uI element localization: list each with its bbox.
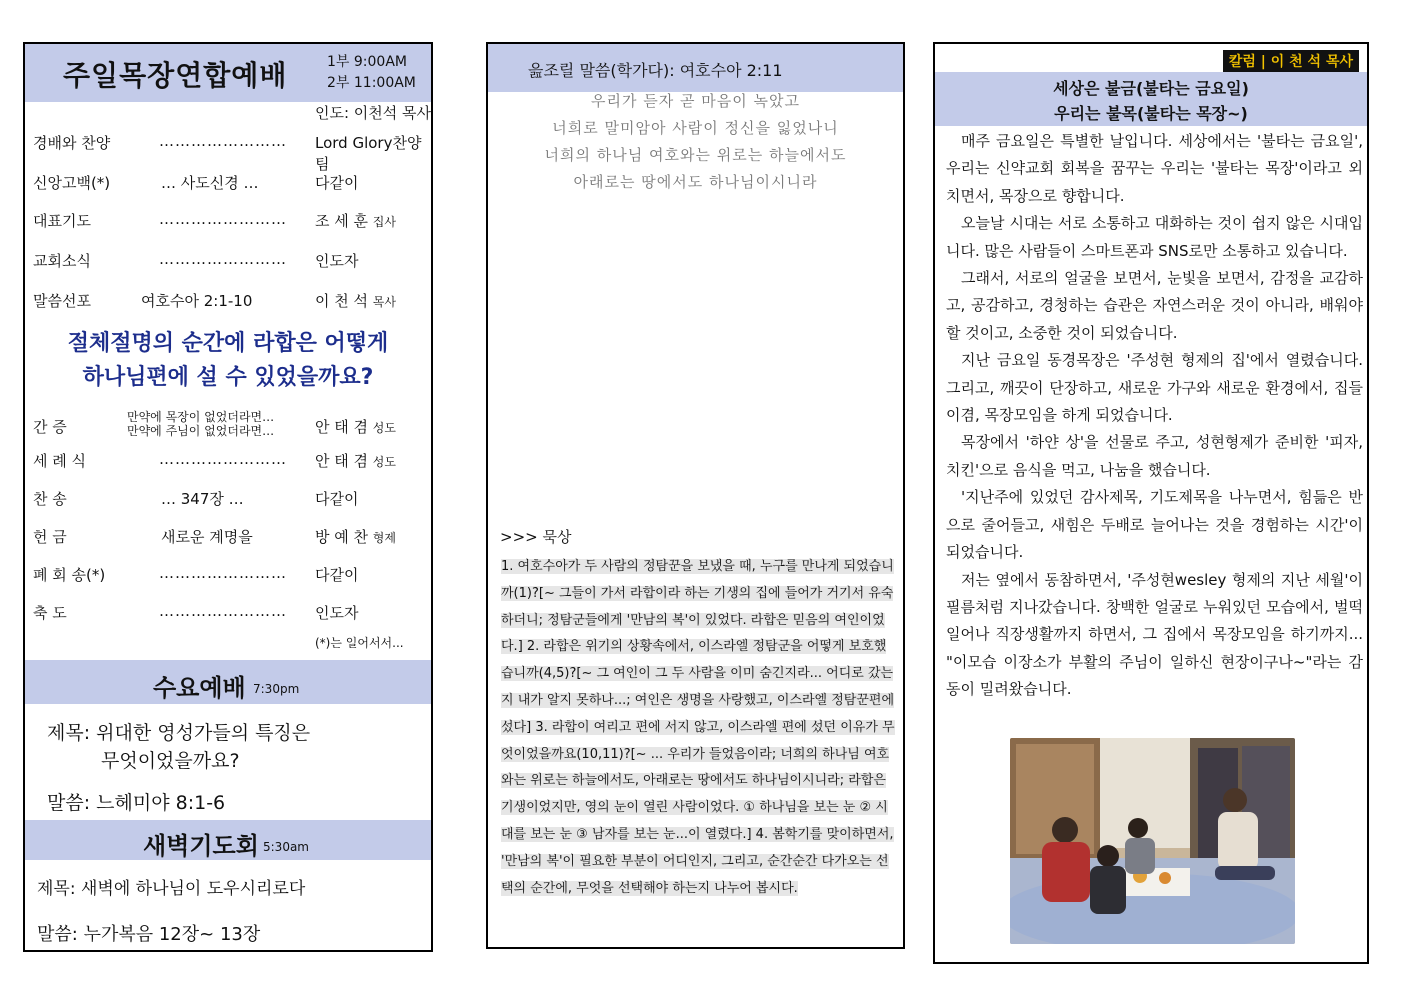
meditation-label: >>> 묵상: [500, 528, 572, 546]
wednesday-time: 7:30pm: [253, 682, 300, 696]
subject-text: 새벽에 하나님이 도우시리로다: [80, 879, 306, 899]
service-times: [327, 52, 416, 94]
order-mid: ……………………: [159, 132, 287, 150]
order-row: [33, 450, 431, 476]
subject-line1: 위대한 영성가들의 특징은: [96, 722, 311, 744]
dawn-time: 5:30am: [263, 840, 309, 854]
dawn-subject: [37, 874, 305, 899]
column-paragraph: 매주 금요일은 특별한 날입니다. 세상에서는 '불타는 금요일', 우리는 신약교회 회복을 꿈꾸는 우리는 '불타는 목장'이라고 외치면서, 목장으로 향합니다.: [946, 132, 1363, 205]
dawn-title: 새벽기도회: [143, 832, 259, 860]
order-mid: ……………………: [159, 210, 287, 228]
column-body: [946, 128, 1363, 704]
word-label: 말씀:: [37, 924, 78, 945]
order-row: [33, 488, 431, 514]
time-first: 1부 9:00AM: [327, 54, 407, 70]
order-who: 안 태 겸: [315, 418, 369, 436]
order-mid: ……………………: [159, 602, 287, 620]
order-item: 간 증: [33, 418, 67, 436]
order-who: 방 예 찬: [315, 528, 369, 546]
order-role: 성도: [372, 455, 396, 469]
sunday-title-band: [25, 44, 431, 102]
order-row: [33, 172, 431, 198]
recite-heading: 읊조릴 말씀(학가다): 여호수아 2:11: [528, 61, 783, 80]
sunday-title: 주일목장연합예배: [63, 59, 288, 92]
order-who: 인도자: [315, 604, 359, 622]
order-row: [33, 210, 431, 236]
order-role: 성도: [372, 421, 396, 435]
gathering-photo: [1010, 738, 1295, 944]
order-item: 말씀선포: [33, 292, 91, 310]
order-row: [33, 564, 431, 590]
meditation-text: [501, 554, 897, 902]
recite-heading-band: [488, 44, 903, 92]
column-title-band: [935, 72, 1367, 126]
verse-line: 우리가 듣자 곧 마음이 녹았고: [591, 92, 800, 110]
testimony-line2: 만약에 주님이 없었더라면…: [127, 424, 275, 438]
order-mid: ……………………: [159, 564, 287, 582]
word-text: 느헤미야 8:1-6: [96, 792, 226, 814]
standing-note: (*)는 일어서서...: [315, 636, 404, 650]
verse-line: 아래로는 땅에서도 하나님이시니라: [573, 173, 818, 191]
time-second: 2부 11:00AM: [327, 75, 416, 91]
order-item: 찬 송: [33, 490, 67, 508]
sermon-title-line2: 하나님편에 설 수 있었을까요?: [82, 365, 374, 390]
column-paragraph: 목장에서 '하얀 상'을 선물로 주고, 성현형제가 준비한 '피자, 치킨'으로 음식을 먹고, 나눔을 했습니다.: [946, 433, 1363, 479]
order-row: [33, 602, 431, 628]
order-row: [33, 132, 431, 173]
verse-line: 너희로 말미암아 사람이 정신을 잃었나니: [552, 119, 839, 137]
order-item: 세 례 식: [33, 452, 87, 470]
room-scene-image: [1010, 738, 1295, 944]
column-paragraph: 오늘날 시대는 서로 소통하고 대화하는 것이 쉽지 않은 시대입니다. 많은 사람들이 스마트폰과 SNS로만 소통하고 있습니다.: [946, 214, 1363, 260]
order-item: 경배와 찬양: [33, 134, 111, 152]
wednesday-subject-line2: 무엇이었을까요?: [101, 750, 240, 772]
sermon-title: [25, 327, 431, 395]
column-paragraph: 저는 옆에서 동참하면서, '주성현wesley 형제의 지난 세월'이 필름처럼 지나갔습니다. 창백한 얼굴로 누워있던 모습에서, 벌떡 일어나 직장생활까지 하면서, 그 집에서 목장모임을 하기까지... "이모습 이장소가 부활의 주님이 일하신 현장이구나~"라는 감동이 밀려왔습니다.: [946, 570, 1363, 699]
meditation-body: 1. 여호수아가 두 사람의 정탐꾼을 보냈을 때, 누구를 만나게 되었습니까(1)?[~ 그들이 가서 라합이라 하는 기생의 집에 들어가 거기서 유숙하더니; 정탐군들에게 '만남의 복'이 있었다. 라합은 믿음의 여인이었다.] 2. 라합은 위기의 상황속에서, 이스라엘 정탐군을 어떻게 보호했습니까(4,5)?[~ 그 여인이 그 두 사람을 이미 숨긴지라... 어디로 갔는지 내가 알지 못하나...; 여인은 생명을 사랑했고, 이스라엘 정탐꾼편에 섰다] 3. 라합이 여리고 편에 서지 않고, 이스라엘 편에 섰던 이유가 무엇이었을까요(10,11)?[~ ... 우리가 들었음이라; 너희의 하나님 여호와는 위로는 하늘에서도, 아래로는 땅에서도 하나님이시니라; 라합은 기생이었지만, 영의 눈이 열린 사람이었다. ① 하나님을 보는 눈 ② 시대를 보는 눈 ③ 남자를 보는 눈...이 열렸다.] 4. 봄학기를 맞이하면서, '만남의 복'이 필요한 부분이 어디인지, 그리고, 순간순간 다가오는 선택의 순간에, 무엇을 선택해야 하는지 나누어 봅시다.: [501, 559, 895, 896]
order-mid: 여호수아 2:1-10: [141, 292, 253, 310]
order-row: [33, 410, 431, 446]
worship-order-panel: [23, 42, 433, 952]
column-paragraph: 지난 금요일 동경목장은 '주성현 형제의 집'에서 열렸습니다. 그리고, 깨끗이 단장하고, 새로운 가구와 새로운 환경에서, 집들이겸, 목장모임을 하게 되었습니다.: [946, 351, 1363, 425]
wednesday-band: [25, 660, 431, 704]
order-mid: ……………………: [159, 450, 287, 468]
order-mid: … 347장 …: [161, 490, 244, 508]
order-item: 대표기도: [33, 212, 91, 230]
order-row: [33, 526, 431, 552]
order-row: [33, 250, 431, 276]
order-row: [33, 290, 431, 316]
testimony-line1: 만약에 목장이 없었더라면…: [127, 410, 275, 424]
column-paragraph: 그래서, 서로의 얼굴을 보면서, 눈빛을 보면서, 감정을 교감하고, 공감하고, 경청하는 습관은 자연스러운 것이 아니라, 배워야 할 것이고, 소중한 것이 되었습니다.: [946, 269, 1363, 342]
column-title: [935, 76, 1367, 126]
order-role: 집사: [372, 215, 396, 229]
wednesday-title: 수요예배: [153, 674, 246, 702]
subject-label: 제목:: [37, 879, 76, 899]
order-item: 축 도: [33, 604, 67, 622]
order-mid: ……………………: [159, 250, 287, 268]
word-label: 말씀:: [47, 792, 91, 814]
order-mid: 새로운 계명을: [161, 528, 253, 546]
verse-line: 너희의 하나님 여호와는 위로는 하늘에서도: [544, 146, 847, 164]
column-paragraph: '지난주에 있었던 감사제목, 기도제목을 나누면서, 힘듦은 반으로 줄어들고, 새힘은 두배로 늘어나는 것을 경험하는 시간'이 되었습니다.: [946, 488, 1363, 562]
order-role: 형제: [372, 531, 396, 545]
wednesday-word: [47, 788, 225, 815]
order-item: 신앙고백(*): [33, 174, 111, 192]
column-title-line1: 세상은 불금(불타는 금요일): [1053, 79, 1249, 98]
column-title-line2: 우리는 불목(불타는 목장~): [1054, 104, 1248, 123]
memory-verse: [488, 88, 903, 196]
dawn-word: [37, 920, 260, 946]
order-who: 이 천 석: [315, 292, 369, 310]
order-who: Lord Glory찬양팀: [315, 134, 422, 173]
dawn-band: [25, 820, 431, 860]
presider: 인도: 이천석 목사: [315, 104, 432, 122]
sermon-title-line1: 절체절명의 순간에 라합은 어떻게: [67, 331, 389, 356]
word-text: 누가복음 12장~ 13장: [83, 924, 261, 945]
order-who: 조 세 훈: [315, 212, 369, 230]
order-item: 폐 회 송(*): [33, 566, 106, 584]
order-who: 다같이: [315, 490, 359, 508]
column-tag: 칼럼 | 이 천 석 목사: [1223, 50, 1359, 72]
order-item: 헌 금: [33, 528, 67, 546]
order-who: 다같이: [315, 566, 359, 584]
order-item: 교회소식: [33, 252, 91, 270]
subject-label: 제목:: [47, 722, 91, 744]
order-who: 인도자: [315, 252, 359, 270]
order-role: 목사: [372, 295, 396, 309]
recitation-panel: [486, 42, 905, 949]
order-mid: … 사도신경 …: [161, 174, 259, 192]
wednesday-subject: [47, 718, 310, 745]
order-who: 안 태 겸: [315, 452, 369, 470]
column-panel: [933, 42, 1369, 964]
order-who: 다같이: [315, 174, 359, 192]
